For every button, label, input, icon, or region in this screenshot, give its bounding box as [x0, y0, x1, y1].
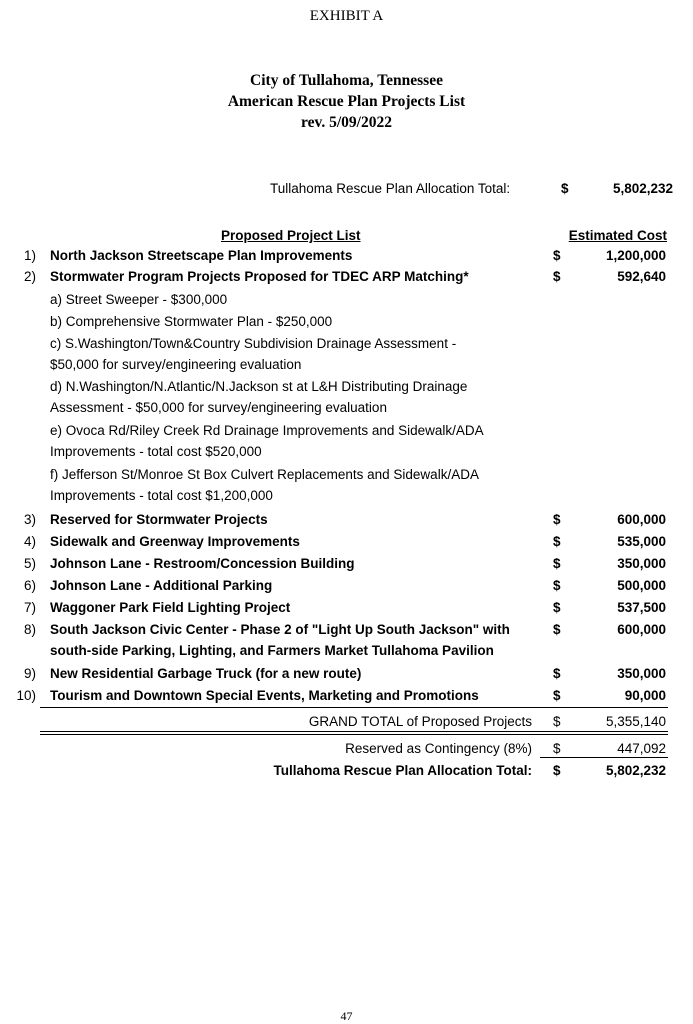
row-amount: 350,000 [617, 666, 666, 681]
allocation-total-currency: $ [553, 763, 561, 778]
row-title: North Jackson Streetscape Plan Improvements [50, 248, 353, 263]
row-amount: 592,640 [617, 269, 666, 284]
subitem-f-line1: f) Jefferson St/Monroe St Box Culvert Replacements and Sidewalk/ADA [50, 467, 479, 482]
row-currency: $ [553, 622, 561, 637]
row-title: Johnson Lane - Restroom/Concession Building [50, 556, 355, 571]
title-revision: rev. 5/09/2022 [301, 114, 392, 131]
page-number: 47 [340, 1009, 353, 1023]
column-header-project: Proposed Project List [221, 228, 361, 243]
row-amount: 600,000 [617, 622, 666, 637]
subitem-c-line1: c) S.Washington/Town&Country Subdivision Drainage Assessment - [50, 336, 457, 351]
subitem-d-line2: Assessment - $50,000 for survey/engineering evaluation [50, 400, 387, 415]
row-amount: 350,000 [617, 556, 666, 571]
allocation-top-label: Tullahoma Rescue Plan Allocation Total: [270, 181, 511, 196]
row-number: 5) [23, 556, 36, 571]
row-currency: $ [553, 688, 561, 703]
subitem-f [50, 464, 530, 506]
row-title: Tourism and Downtown Special Events, Marketing and Promotions [50, 688, 479, 703]
row-title: Waggoner Park Field Lighting Project [50, 600, 291, 615]
contingency-label: Reserved as Contingency (8%) [345, 741, 532, 756]
row-title: Johnson Lane - Additional Parking [50, 578, 273, 593]
allocation-total-label: Tullahoma Rescue Plan Allocation Total: [273, 763, 532, 778]
subitem-c [50, 333, 530, 375]
row-amount: 90,000 [624, 688, 666, 703]
document-title [0, 70, 693, 133]
row-title: Reserved for Stormwater Projects [50, 512, 268, 527]
row-amount: 535,000 [617, 534, 666, 549]
row-number: 9) [23, 666, 36, 681]
row-title [50, 619, 530, 661]
row-number: 1) [23, 248, 36, 263]
subitem-d [50, 376, 530, 418]
double-rule-bottom [40, 734, 668, 735]
row-currency: $ [553, 512, 561, 527]
row-currency: $ [553, 600, 561, 615]
subitem-a: a) Street Sweeper - $300,000 [50, 292, 228, 307]
contingency-currency: $ [553, 741, 561, 756]
row-amount: 537,500 [617, 600, 666, 615]
row-title: Stormwater Program Projects Proposed for TDEC ARP Matching* [50, 269, 469, 284]
row-number: 4) [23, 534, 36, 549]
row-amount: 500,000 [617, 578, 666, 593]
contingency-underline [540, 757, 668, 758]
column-header-cost: Estimated Cost [568, 228, 667, 243]
row-number: 3) [23, 512, 36, 527]
subitem-f-line2: Improvements - total cost $1,200,000 [50, 488, 273, 503]
grand-total-label: GRAND TOTAL of Proposed Projects [308, 714, 532, 729]
grand-total-currency: $ [553, 714, 561, 729]
allocation-total-amount: 5,802,232 [605, 763, 666, 778]
grand-total-amount: 5,355,140 [605, 714, 666, 729]
subitem-b: b) Comprehensive Stormwater Plan - $250,000 [50, 314, 333, 329]
row-title-line2: south-side Parking, Lighting, and Farmers Market Tullahoma Pavilion [50, 643, 494, 658]
row-number: 8) [23, 622, 36, 637]
allocation-top-amount: 5,802,232 [612, 181, 673, 196]
double-rule-top [40, 731, 668, 732]
row-amount: 1,200,000 [605, 248, 666, 263]
row-title: Sidewalk and Greenway Improvements [50, 534, 300, 549]
row-currency: $ [553, 534, 561, 549]
row-number: 6) [23, 578, 36, 593]
row-number: 10) [16, 688, 36, 703]
divider-line [40, 707, 668, 708]
row-currency: $ [553, 269, 561, 284]
subitem-e-line2: Improvements - total cost $520,000 [50, 444, 262, 459]
row-currency: $ [553, 666, 561, 681]
allocation-top-currency: $ [561, 181, 569, 196]
exhibit-label: EXHIBIT A [309, 8, 384, 24]
row-number: 2) [23, 269, 36, 284]
row-currency: $ [553, 556, 561, 571]
subitem-e [50, 420, 530, 462]
subitem-c-line2: $50,000 for survey/engineering evaluation [50, 357, 302, 372]
subitem-e-line1: e) Ovoca Rd/Riley Creek Rd Drainage Improvements and Sidewalk/ADA [50, 423, 484, 438]
row-title: New Residential Garbage Truck (for a new route) [50, 666, 362, 681]
subitem-d-line1: d) N.Washington/N.Atlantic/N.Jackson st at L&H Distributing Drainage [50, 379, 468, 394]
contingency-amount: 447,092 [617, 741, 666, 756]
row-amount: 600,000 [617, 512, 666, 527]
row-currency: $ [553, 578, 561, 593]
title-plan: American Rescue Plan Projects List [227, 93, 466, 110]
title-city: City of Tullahoma, Tennessee [250, 72, 443, 89]
row-number: 7) [23, 600, 36, 615]
row-title-line1: South Jackson Civic Center - Phase 2 of "Light Up South Jackson" with [50, 622, 510, 637]
row-currency: $ [553, 248, 561, 263]
